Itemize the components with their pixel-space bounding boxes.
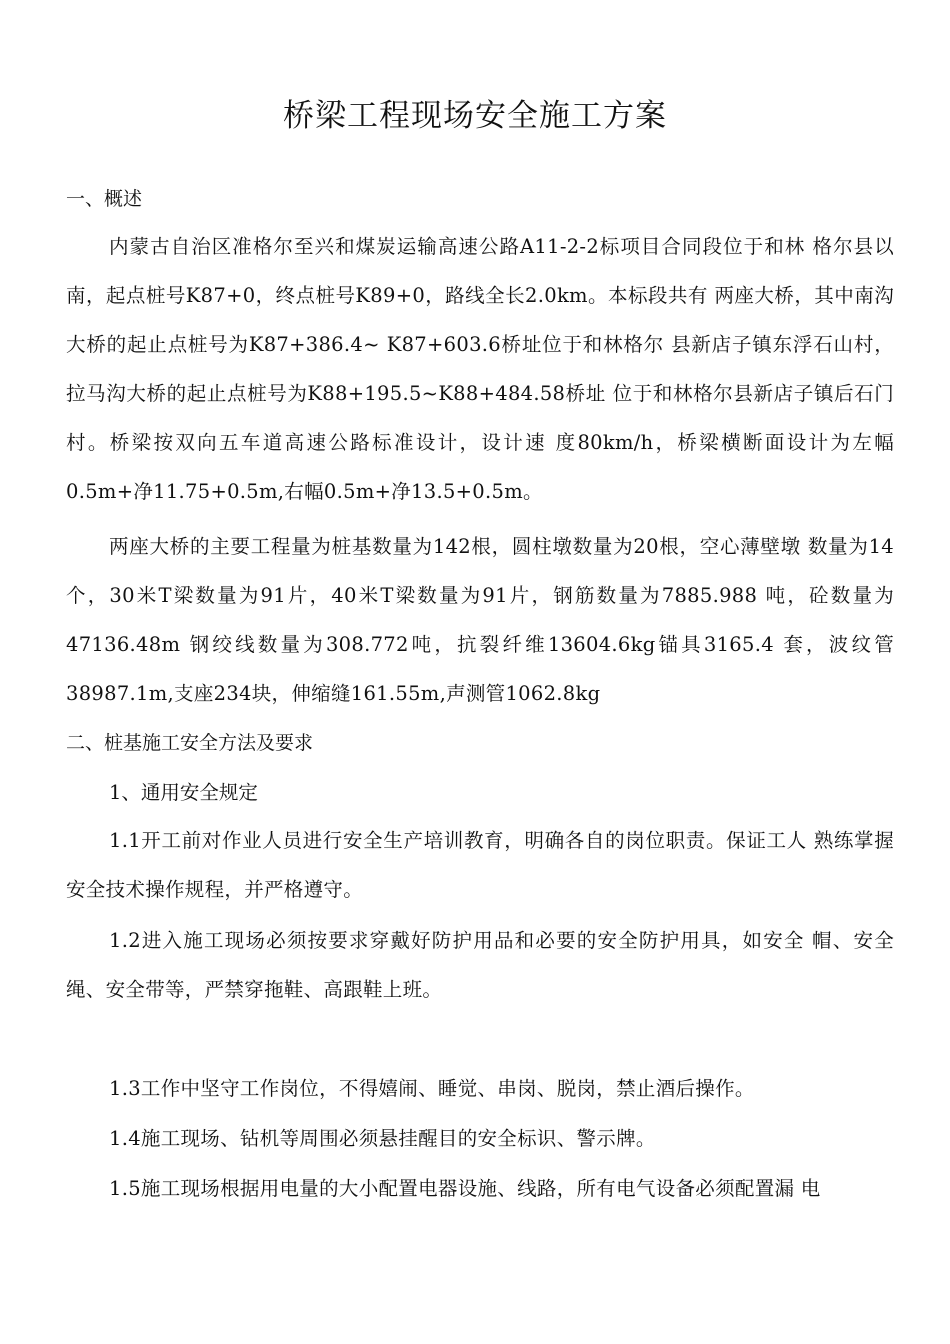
rule-item-1-4: 1.4施工现场、钻机等周围必须悬挂醒目的安全标识、警示牌。 (109, 1127, 656, 1150)
paragraph-quantities: 两座大桥的主要工程量为桩基数量为142根，圆柱墩数量为20根，空心薄壁墩 数量为14个，30米T梁数量为91片，40米T梁数量为91片，钢筋数量为7885.988 吨，砼数量为47136.48m 钢绞线数量为308.772吨，抗裂纤维13604.6kg锚具3165.4 套，波纹管38987.1m,支座234块，伸缩缝161.55m,声测管1062.8kg (66, 535, 894, 705)
rule-item-1-1: 1.1开工前对作业人员进行安全生产培训教育，明确各自的岗位职责。保证工人 熟练掌握安全技术操作规程，并严格遵守。 (66, 829, 894, 901)
rule-item-1-5: 1.5施工现场根据用电量的大小配置电器设施、线路，所有电气设备必须配置漏 电 (109, 1177, 821, 1200)
rule-item-1-2: 1.2进入施工现场必须按要求穿戴好防护用品和必要的安全防护用具，如安全 帽、安全绳、安全带等，严禁穿拖鞋、高跟鞋上班。 (66, 929, 894, 1001)
document-title: 桥梁工程现场安全施工方案 (283, 98, 667, 134)
section-heading-overview: 一、概述 (66, 188, 143, 210)
section-heading-pile-safety: 二、桩基施工安全方法及要求 (66, 732, 314, 754)
subsection-heading-general-rules: 1、通用安全规定 (109, 781, 258, 804)
rule-item-1-3: 1.3工作中坚守工作岗位，不得嬉闹、睡觉、串岗、脱岗，禁止酒后操作。 (109, 1077, 755, 1100)
paragraph-project-overview: 内蒙古自治区准格尔至兴和煤炭运输高速公路A11-2-2标项目合同段位于和林 格尔县以南，起点桩号K87+0，终点桩号K89+0，路线全长2.0km。本标段共有 两座大桥，其中南沟大桥的起止点桩号为K87+386.4~ K87+603.6桥址位于和林格尔 县新店子镇东浮石山村，拉马沟大桥的起止点桩号为K88+195.5~K88+484.58桥址 位于和林格尔县新店子镇后石门村。桥梁按双向五车道高速公路标准设计，设计速 度80km/h，桥梁横断面设计为左幅0.5m+净11.75+0.5m,右幅0.5m+净13.5+0.5m。 (66, 235, 894, 503)
